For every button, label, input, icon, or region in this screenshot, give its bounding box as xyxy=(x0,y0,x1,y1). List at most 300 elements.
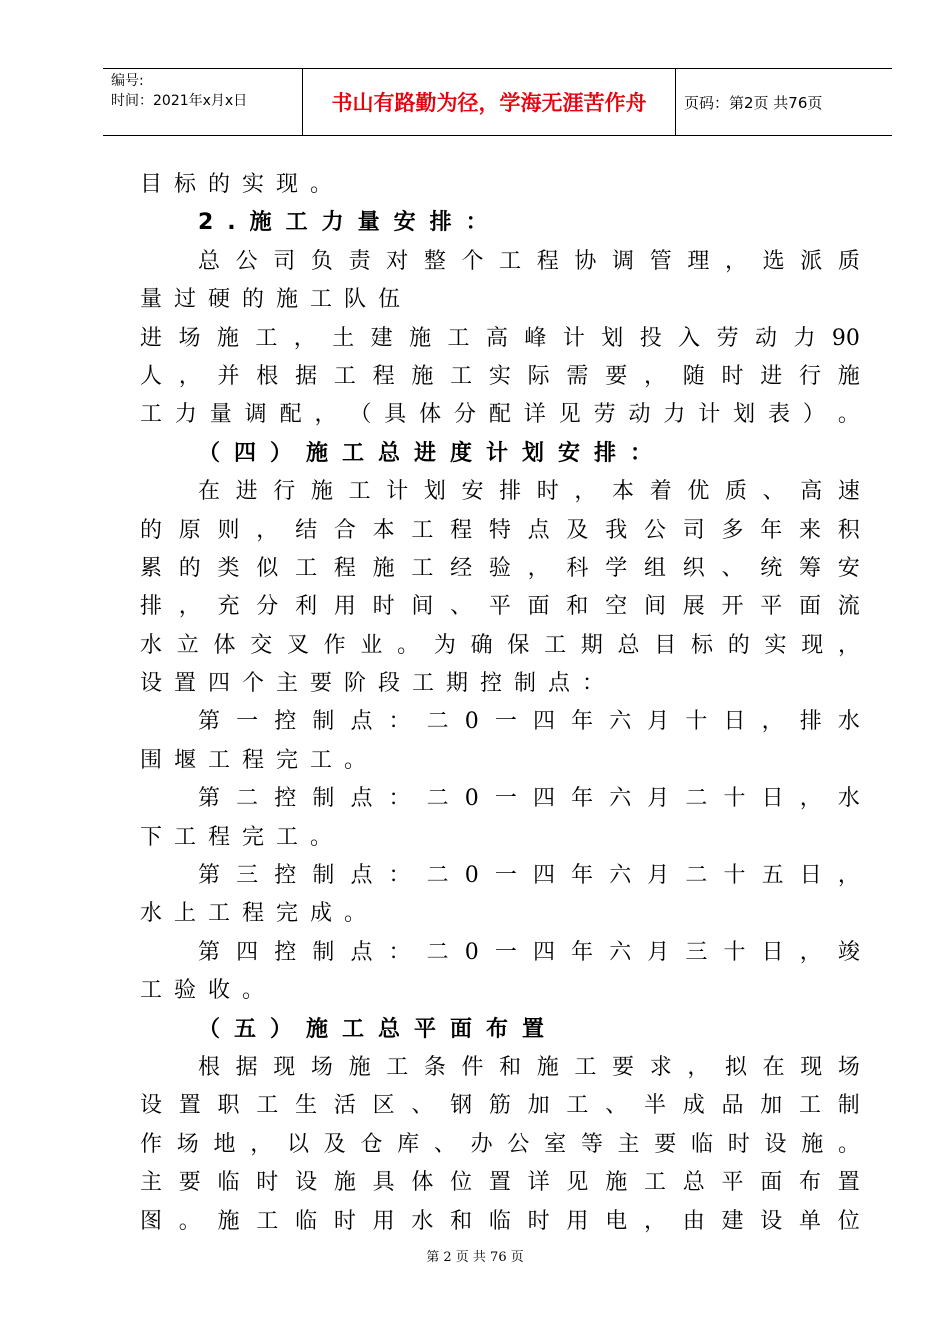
glyph: 条 xyxy=(423,1054,446,1080)
glyph: 投 xyxy=(639,325,662,351)
glyph: 保 xyxy=(507,632,530,658)
document-body xyxy=(140,166,860,1241)
glyph: ， xyxy=(643,363,666,389)
glyph: 求 xyxy=(649,1054,672,1080)
glyph: 库 xyxy=(397,1131,420,1157)
glyph: 来 xyxy=(799,517,822,543)
text-line xyxy=(140,780,860,818)
glyph: 施 xyxy=(333,1170,356,1196)
glyph: 、 xyxy=(433,1131,456,1157)
glyph: 计 xyxy=(562,325,585,351)
glyph: 体 xyxy=(411,1170,434,1196)
glyph: 工 xyxy=(447,325,470,351)
glyph: 时 xyxy=(333,1208,356,1234)
glyph: 工 xyxy=(574,1054,597,1080)
glyph: 调 xyxy=(612,248,635,274)
glyph: 施 xyxy=(837,363,860,389)
glyph: 日 xyxy=(761,939,784,965)
glyph: 高 xyxy=(800,479,823,505)
glyph: 六 xyxy=(609,786,632,812)
text-line: 围堰工程完工。 xyxy=(140,747,379,773)
glyph: ， xyxy=(178,363,201,389)
glyph: 点 xyxy=(527,517,550,543)
glyph: 进 xyxy=(760,363,783,389)
header-page-info: 页码：第2页 共76页 xyxy=(684,93,823,112)
glyph: 用 xyxy=(566,1208,589,1234)
text-line: 目标的实现。 xyxy=(140,172,345,197)
glyph: 临 xyxy=(295,1208,318,1234)
glyph: 制 xyxy=(837,1093,860,1119)
glyph: 时 xyxy=(536,479,559,505)
glyph: 工 xyxy=(799,1093,822,1119)
glyph: 月 xyxy=(647,863,670,889)
glyph: 据 xyxy=(295,363,318,389)
glyph: 四 xyxy=(532,786,555,812)
text-line xyxy=(140,550,860,588)
glyph: 第 xyxy=(198,863,221,889)
text-line xyxy=(140,1203,860,1241)
glyph: 计 xyxy=(386,479,409,505)
glyph: 临 xyxy=(217,1170,240,1196)
glyph: 动 xyxy=(628,402,651,428)
glyph: 0 xyxy=(464,709,479,735)
glyph: 十 xyxy=(723,863,746,889)
glyph: 二 xyxy=(426,709,449,735)
glyph: 在 xyxy=(762,1054,785,1080)
glyph: 施 xyxy=(372,555,395,581)
glyph: 点 xyxy=(350,709,373,735)
glyph: 对 xyxy=(386,248,409,274)
glyph: 平 xyxy=(721,1170,744,1196)
glyph: 要 xyxy=(654,1131,677,1157)
glyph: 速 xyxy=(837,479,860,505)
header-meta xyxy=(103,69,303,135)
glyph: 布 xyxy=(799,1170,822,1196)
glyph: 管 xyxy=(649,248,672,274)
glyph: 验 xyxy=(488,555,511,581)
glyph: 月 xyxy=(647,709,670,735)
glyph: 、 xyxy=(450,594,473,620)
glyph: 置 xyxy=(837,1170,860,1196)
glyph: 施 xyxy=(411,363,434,389)
glyph: ， xyxy=(687,1054,710,1080)
glyph: 十 xyxy=(723,939,746,965)
document-number-label: 编号: xyxy=(111,73,144,89)
glyph: 建 xyxy=(370,325,393,351)
glyph: 交 xyxy=(250,632,273,658)
glyph: 控 xyxy=(274,786,297,812)
glyph: 水 xyxy=(837,786,860,812)
glyph: 科 xyxy=(566,555,589,581)
glyph: 公 xyxy=(643,517,666,543)
glyph: 置 xyxy=(488,1170,511,1196)
glyph: 月 xyxy=(647,939,670,965)
glyph: 水 xyxy=(411,1208,434,1234)
glyph: 劳 xyxy=(593,402,616,428)
glyph: 负 xyxy=(310,248,333,274)
glyph: 质 xyxy=(724,479,747,505)
glyph: 为 xyxy=(433,632,456,658)
text-line: 工验收。 xyxy=(140,978,277,1004)
glyph: 排 xyxy=(799,709,822,735)
glyph: ， xyxy=(837,863,860,889)
glyph: 工 xyxy=(348,479,371,505)
glyph: 利 xyxy=(295,594,318,620)
glyph: ， xyxy=(799,939,822,965)
glyph: 力 xyxy=(663,402,686,428)
glyph: 多 xyxy=(721,517,744,543)
glyph: 一 xyxy=(494,939,517,965)
glyph: 工 xyxy=(643,1170,666,1196)
glyph: 进 xyxy=(235,479,258,505)
glyph: 第 xyxy=(198,709,221,735)
glyph: ， xyxy=(293,325,316,351)
glyph: 本 xyxy=(612,479,635,505)
glyph: 进 xyxy=(140,325,163,351)
glyph: 二 xyxy=(426,863,449,889)
glyph: 高 xyxy=(485,325,508,351)
text-line xyxy=(140,934,860,972)
glyph: 时 xyxy=(372,594,395,620)
glyph: 0 xyxy=(464,939,479,965)
glyph: 生 xyxy=(295,1093,318,1119)
glyph: 设 xyxy=(760,1208,783,1234)
glyph: 合 xyxy=(333,517,356,543)
glyph: 图 xyxy=(140,1208,163,1234)
glyph: 组 xyxy=(643,555,666,581)
glyph: 协 xyxy=(574,248,597,274)
glyph: 程 xyxy=(536,248,559,274)
glyph: 计 xyxy=(698,402,721,428)
glyph: 。 xyxy=(837,402,860,428)
glyph: 开 xyxy=(721,594,744,620)
glyph: 体 xyxy=(419,402,442,428)
glyph: 建 xyxy=(721,1208,744,1234)
glyph: 类 xyxy=(217,555,240,581)
glyph: 仓 xyxy=(360,1131,383,1157)
glyph: 二 xyxy=(685,863,708,889)
glyph: 工 xyxy=(411,517,434,543)
glyph: 十 xyxy=(723,786,746,812)
glyph: 面 xyxy=(760,1170,783,1196)
glyph: 调 xyxy=(244,402,267,428)
glyph: 理 xyxy=(687,248,710,274)
glyph: 具 xyxy=(384,402,407,428)
glyph: 时 xyxy=(527,1208,550,1234)
glyph: ： xyxy=(388,709,411,735)
glyph: 要 xyxy=(605,363,628,389)
glyph: 展 xyxy=(682,594,705,620)
glyph: 施 xyxy=(801,1131,824,1157)
glyph: 人 xyxy=(140,363,163,389)
glyph: 程 xyxy=(450,517,473,543)
glyph: 工 xyxy=(566,1093,589,1119)
glyph: 实 xyxy=(764,632,787,658)
glyph: 详 xyxy=(527,1170,550,1196)
glyph: 派 xyxy=(800,248,823,274)
glyph: 工 xyxy=(256,1208,279,1234)
glyph: 本 xyxy=(372,517,395,543)
glyph: 选 xyxy=(762,248,785,274)
glyph: 主 xyxy=(617,1131,640,1157)
glyph: 间 xyxy=(643,594,666,620)
glyph: 控 xyxy=(274,939,297,965)
text-line: 量过硬的施工队伍 xyxy=(140,287,413,313)
glyph: 现 xyxy=(801,632,824,658)
glyph: 三 xyxy=(685,939,708,965)
glyph: 划 xyxy=(733,402,756,428)
glyph: ， xyxy=(724,248,747,274)
glyph: 加 xyxy=(760,1093,783,1119)
glyph: 用 xyxy=(372,1208,395,1234)
glyph: 由 xyxy=(682,1208,705,1234)
page-header xyxy=(103,68,892,136)
glyph: ， xyxy=(574,479,597,505)
glyph: 和 xyxy=(499,1054,522,1080)
glyph: ， xyxy=(761,709,784,735)
glyph: 日 xyxy=(723,709,746,735)
text-line xyxy=(140,588,860,626)
glyph: 详 xyxy=(523,402,546,428)
glyph: 作 xyxy=(323,632,346,658)
glyph: 具 xyxy=(372,1170,395,1196)
glyph: 我 xyxy=(605,517,628,543)
glyph: 临 xyxy=(691,1131,714,1157)
glyph: 需 xyxy=(566,363,589,389)
text-line xyxy=(140,396,860,434)
glyph: 在 xyxy=(198,479,221,505)
glyph: 着 xyxy=(649,479,672,505)
glyph: 年 xyxy=(571,939,594,965)
text-line: 设置四个主要阶段工期控制点： xyxy=(140,671,617,697)
glyph: 区 xyxy=(372,1093,395,1119)
glyph: 竣 xyxy=(837,939,860,965)
glyph: 见 xyxy=(558,402,581,428)
glyph: 见 xyxy=(566,1170,589,1196)
glyph: 成 xyxy=(682,1093,705,1119)
glyph: 司 xyxy=(273,248,296,274)
glyph: 、 xyxy=(605,1093,628,1119)
text-line: 下工程完工。 xyxy=(140,824,345,850)
glyph: 90 xyxy=(831,325,860,351)
glyph: 工 xyxy=(450,363,473,389)
glyph: 用 xyxy=(333,594,356,620)
glyph: ， xyxy=(799,786,822,812)
glyph: 土 xyxy=(332,325,355,351)
glyph: 时 xyxy=(721,363,744,389)
glyph: 行 xyxy=(273,479,296,505)
glyph: 个 xyxy=(461,248,484,274)
glyph: 划 xyxy=(423,479,446,505)
glyph: 筋 xyxy=(488,1093,511,1119)
glyph: 职 xyxy=(217,1093,240,1119)
glyph: 半 xyxy=(643,1093,666,1119)
glyph: ： xyxy=(388,786,411,812)
glyph: 整 xyxy=(423,248,446,274)
glyph: 织 xyxy=(682,555,705,581)
glyph: 统 xyxy=(760,555,783,581)
glyph: 作 xyxy=(140,1131,163,1157)
glyph: 和 xyxy=(450,1208,473,1234)
glyph: 工 xyxy=(499,248,522,274)
glyph: 配 xyxy=(488,402,511,428)
glyph: ， xyxy=(837,632,860,658)
glyph: 原 xyxy=(178,517,201,543)
glyph: 施 xyxy=(310,479,333,505)
glyph: 设 xyxy=(764,1131,787,1157)
glyph: 工 xyxy=(333,363,356,389)
glyph: 四 xyxy=(236,939,259,965)
glyph: 的 xyxy=(727,632,750,658)
glyph: 六 xyxy=(609,709,632,735)
glyph: 年 xyxy=(571,863,594,889)
glyph: 一 xyxy=(236,709,259,735)
glyph: 时 xyxy=(256,1170,279,1196)
glyph: ） xyxy=(802,402,825,428)
glyph: 水 xyxy=(837,709,860,735)
glyph: 量 xyxy=(209,402,232,428)
glyph: 第 xyxy=(198,786,221,812)
glyph: 第 xyxy=(198,939,221,965)
text-line xyxy=(140,473,860,511)
glyph: 工 xyxy=(295,555,318,581)
header-motto: 书山有路勤为径，学海无涯苦作舟 xyxy=(303,69,676,135)
glyph: 。 xyxy=(178,1208,201,1234)
glyph: 三 xyxy=(236,863,259,889)
glyph: 结 xyxy=(295,517,318,543)
glyph: 一 xyxy=(494,786,517,812)
glyph: 确 xyxy=(470,632,493,658)
glyph: 面 xyxy=(527,594,550,620)
glyph: 一 xyxy=(494,863,517,889)
glyph: 力 xyxy=(174,402,197,428)
glyph: 日 xyxy=(799,863,822,889)
glyph: 似 xyxy=(256,555,279,581)
glyph: 点 xyxy=(350,786,373,812)
glyph: 施 xyxy=(348,1054,371,1080)
glyph: 劳 xyxy=(716,325,739,351)
glyph: 日 xyxy=(761,786,784,812)
glyph: 随 xyxy=(682,363,705,389)
glyph: 设 xyxy=(140,1093,163,1119)
glyph: 工 xyxy=(544,632,567,658)
glyph: 的 xyxy=(178,555,201,581)
glyph: 根 xyxy=(198,1054,221,1080)
glyph: 钢 xyxy=(450,1093,473,1119)
glyph: 临 xyxy=(488,1208,511,1234)
glyph: 业 xyxy=(360,632,383,658)
glyph: 学 xyxy=(605,555,628,581)
glyph: ， xyxy=(178,594,201,620)
glyph: 加 xyxy=(527,1093,550,1119)
glyph: 施 xyxy=(409,325,432,351)
text-line xyxy=(140,1164,860,1202)
glyph: 工 xyxy=(411,555,434,581)
glyph: 单 xyxy=(799,1208,822,1234)
glyph: 点 xyxy=(350,863,373,889)
glyph: 、 xyxy=(411,1093,434,1119)
glyph: 二 xyxy=(685,786,708,812)
glyph: 等 xyxy=(580,1131,603,1157)
text-line xyxy=(140,1087,860,1125)
glyph: 流 xyxy=(837,594,860,620)
glyph: 制 xyxy=(312,939,335,965)
glyph: 工 xyxy=(255,325,278,351)
glyph: 际 xyxy=(527,363,550,389)
glyph: 责 xyxy=(348,248,371,274)
glyph: 四 xyxy=(532,709,555,735)
glyph: 筹 xyxy=(799,555,822,581)
glyph: 现 xyxy=(273,1054,296,1080)
glyph: 设 xyxy=(295,1170,318,1196)
glyph: 安 xyxy=(837,555,860,581)
glyph: 工 xyxy=(386,1054,409,1080)
glyph: 地 xyxy=(213,1131,236,1157)
glyph: 入 xyxy=(678,325,701,351)
glyph: ， xyxy=(314,402,337,428)
glyph: 充 xyxy=(217,594,240,620)
glyph: 场 xyxy=(310,1054,333,1080)
glyph: 要 xyxy=(612,1054,635,1080)
glyph: 。 xyxy=(837,1131,860,1157)
glyph: 程 xyxy=(372,363,395,389)
glyph: 制 xyxy=(312,863,335,889)
glyph: 期 xyxy=(580,632,603,658)
glyph: 四 xyxy=(532,939,555,965)
glyph: 位 xyxy=(450,1170,473,1196)
glyph: 施 xyxy=(216,325,239,351)
glyph: 力 xyxy=(793,325,816,351)
glyph: 动 xyxy=(755,325,778,351)
glyph: 实 xyxy=(488,363,511,389)
glyph: 及 xyxy=(323,1131,346,1157)
glyph: 总 xyxy=(198,248,221,274)
glyph: 标 xyxy=(691,632,714,658)
glyph: 0 xyxy=(464,786,479,812)
text-line xyxy=(140,358,860,396)
glyph: 五 xyxy=(761,863,784,889)
glyph: 平 xyxy=(488,594,511,620)
glyph: 公 xyxy=(235,248,258,274)
glyph: 则 xyxy=(217,517,240,543)
glyph: 。 xyxy=(397,632,420,658)
glyph: 电 xyxy=(605,1208,628,1234)
glyph: 一 xyxy=(494,709,517,735)
glyph: 划 xyxy=(601,325,624,351)
glyph: 配 xyxy=(279,402,302,428)
glyph: 空 xyxy=(605,594,628,620)
glyph: 峰 xyxy=(524,325,547,351)
glyph: 据 xyxy=(235,1054,258,1080)
text-line xyxy=(140,1126,860,1164)
glyph: 0 xyxy=(464,863,479,889)
glyph: 、 xyxy=(762,479,785,505)
glyph: 间 xyxy=(411,594,434,620)
text-line xyxy=(140,243,860,281)
glyph: 拟 xyxy=(724,1054,747,1080)
glyph: 十 xyxy=(685,709,708,735)
glyph: 制 xyxy=(312,709,335,735)
glyph: 以 xyxy=(286,1131,309,1157)
glyph: 四 xyxy=(532,863,555,889)
glyph: 控 xyxy=(274,709,297,735)
glyph: 分 xyxy=(454,402,477,428)
glyph: 及 xyxy=(566,517,589,543)
text-line xyxy=(140,320,860,358)
glyph: 总 xyxy=(617,632,640,658)
glyph: 和 xyxy=(566,594,589,620)
glyph: 现 xyxy=(800,1054,823,1080)
